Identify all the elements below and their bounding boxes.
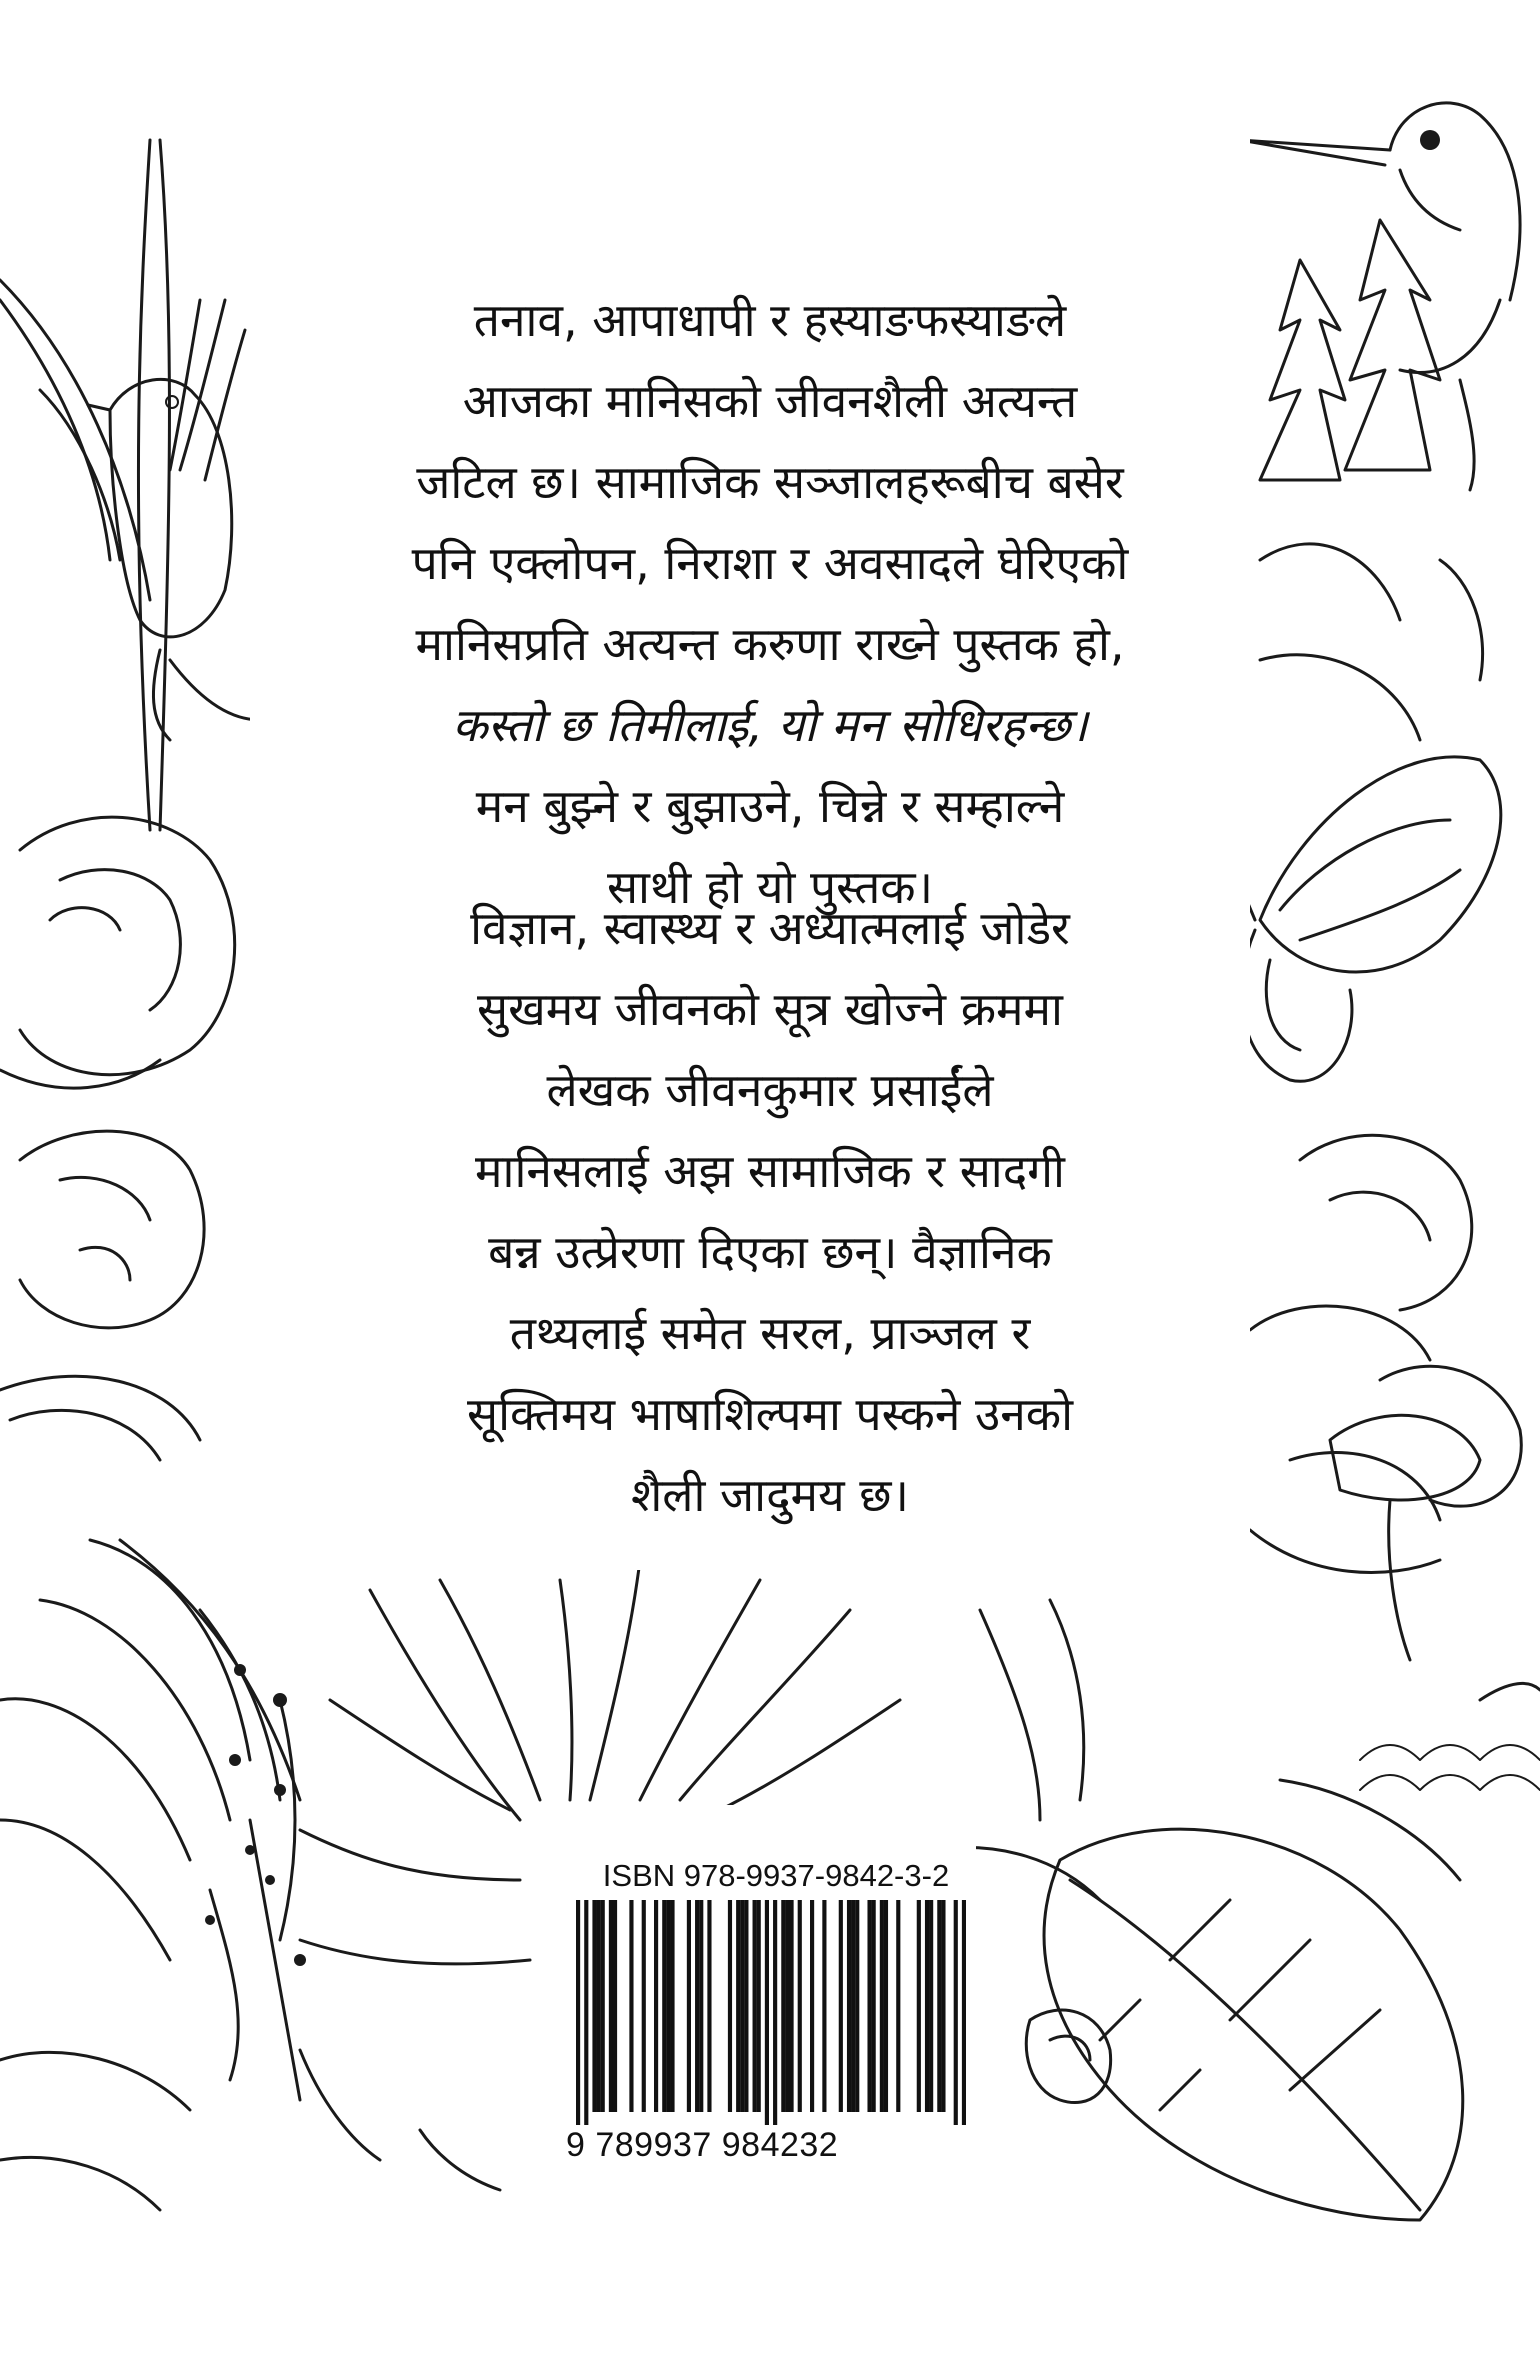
leaf-icon (0, 2050, 500, 2210)
barcode-bar (867, 1900, 871, 2112)
barcode-bar (613, 1900, 617, 2112)
barcode-bar (601, 1900, 605, 2112)
barcode-bar (941, 1900, 945, 2112)
barcode-bar (785, 1900, 789, 2112)
barcode-bar (728, 1900, 732, 2112)
barcode-bar (642, 1900, 646, 2112)
barcode (576, 1900, 966, 2125)
text-line: सूक्तिमय भाषाशिल्पमा पस्कने उनको (466, 1387, 1074, 1441)
flower-icon (0, 1540, 306, 2100)
barcode-bar (954, 1900, 958, 2125)
barcode-bar (753, 1900, 757, 2112)
book-title-line: कस्तो छ तिमीलाई, यो मन सोधिरहन्छ। (452, 698, 1088, 752)
barcode-bar (929, 1900, 933, 2112)
barcode-bar (789, 1900, 793, 2112)
text-line: पनि एक्लोपन, निराशा र अवसादले घेरिएको (411, 536, 1129, 590)
isbn-label: ISBN 978-9937-9842-3-2 (602, 1858, 950, 1893)
text-line: लेखक जीवनकुमार प्रसाईंले (546, 1063, 994, 1117)
barcode-bar (917, 1900, 921, 2112)
barcode-bar (609, 1900, 613, 2112)
barcode-bar (736, 1900, 740, 2112)
text-line: शैली जादुमय छ। (631, 1468, 909, 1522)
text-line: तथ्यलाई समेत सरल, प्राञ्जल र (509, 1306, 1031, 1360)
text-line: आजका मानिसको जीवनशैली अत्यन्त (462, 374, 1078, 428)
barcode-bar (707, 1900, 711, 2112)
barcode-bar (847, 1900, 851, 2112)
text-line: जटिल छ। सामाजिक सञ्जालहरूबीच बसेर (416, 455, 1124, 509)
barcode-bar (880, 1900, 884, 2112)
barcode-bar (798, 1900, 802, 2112)
bird-icon (88, 379, 260, 740)
text-line: मानिसप्रति अत्यन्त करुणा राख्ने पुस्तक हो, (415, 617, 1125, 671)
flower-icon (1250, 1135, 1521, 1572)
barcode-bar (744, 1900, 748, 2112)
leaf-icon (1044, 1780, 1463, 2220)
grass-icon (0, 140, 245, 830)
text-line: विज्ञान, स्वास्थ्य र अध्यात्मलाई जोडेर (470, 901, 1070, 955)
barcode-bar (584, 1900, 588, 2125)
barcode-bar (884, 1900, 888, 2112)
barcode-bar (576, 1900, 580, 2125)
barcode-bar (839, 1900, 843, 2112)
flower-icon (1026, 2010, 1110, 2103)
text-line: साथी हो यो पुस्तक। (606, 860, 934, 914)
barcode-bar (851, 1900, 855, 2112)
barcode-bar (740, 1900, 744, 2112)
barcode-bar (629, 1900, 633, 2112)
description-paragraph-2 (330, 888, 1210, 1536)
barcode-bar (810, 1900, 814, 2112)
grass-icon (1360, 1683, 1540, 1790)
barcode-bar (872, 1900, 876, 2112)
barcode-bar (781, 1900, 785, 2112)
barcode-bar (597, 1900, 601, 2112)
barcode-bar (687, 1900, 691, 2112)
barcode-bar (592, 1900, 596, 2112)
barcode-bar (896, 1900, 900, 2112)
butterfly-icon (1215, 757, 1501, 1081)
barcode-bar (695, 1900, 699, 2112)
barcode-bar (925, 1900, 929, 2112)
barcode-digits: 9 789937 984232 (566, 2126, 839, 2164)
barcode-bar (670, 1900, 674, 2112)
barcode-bar (699, 1900, 703, 2112)
barcode-bar (855, 1900, 859, 2112)
pine-tree-icon (1260, 220, 1483, 740)
barcode-bar (765, 1900, 769, 2125)
flower-icon (0, 817, 235, 1460)
text-line: बन्न उत्प्रेरणा दिएका छन्। वैज्ञानिक (488, 1225, 1052, 1279)
barcode-bar (773, 1900, 777, 2125)
barcode-bar (666, 1900, 670, 2112)
barcode-bar (937, 1900, 941, 2112)
barcode-bar (962, 1900, 966, 2125)
description-paragraph-1 (330, 280, 1210, 928)
barcode-bar (822, 1900, 826, 2112)
text-line: तनाव, आपाधापी र हस्याङफस्याङले (473, 293, 1067, 347)
barcode-bar (757, 1900, 761, 2112)
text-line: सुखमय जीवनको सूत्र खोज्ने क्रममा (477, 982, 1063, 1036)
barcode-bar (662, 1900, 666, 2112)
barcode-bar (654, 1900, 658, 2112)
text-line: मानिसलाई अझ सामाजिक र सादगी (475, 1144, 1065, 1198)
text-line: मन बुझ्ने र बुझाउने, चिन्ने र सम्हाल्ने (475, 779, 1065, 833)
